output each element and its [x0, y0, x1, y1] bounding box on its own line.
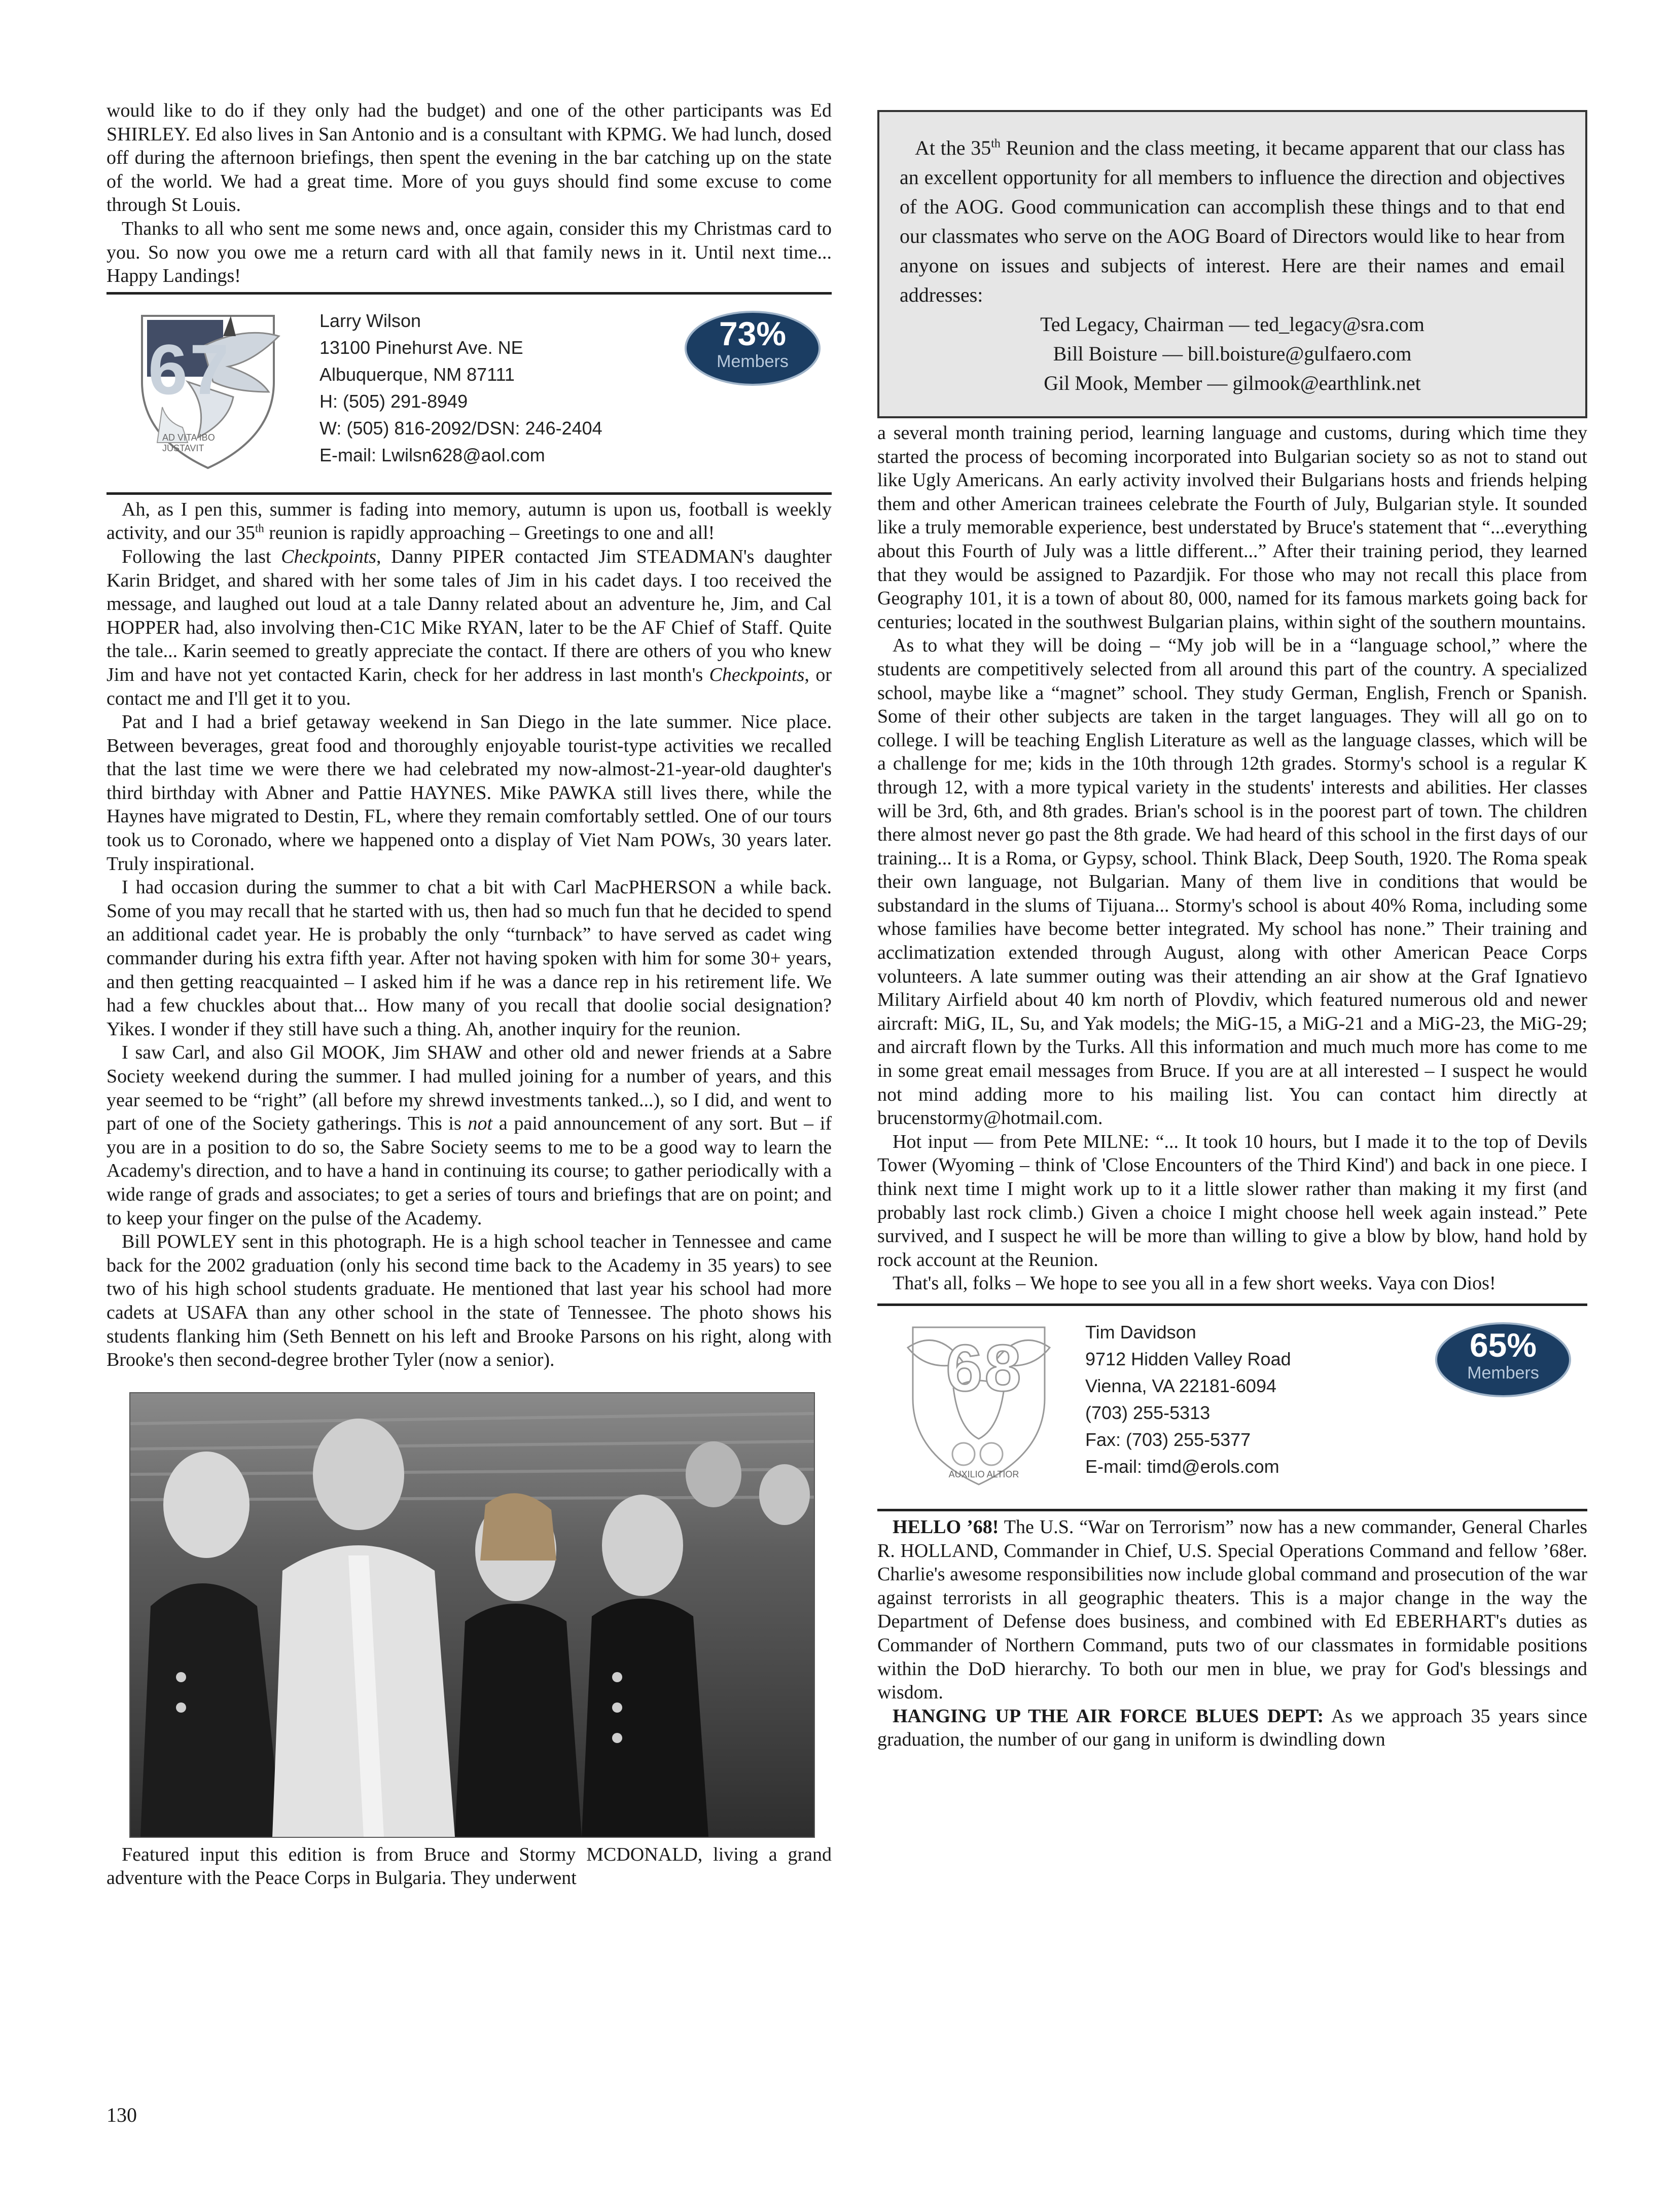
graduation-photo [129, 1392, 815, 1838]
text-run: a paid announcement of any sort. But – if you are in a position to do so, the Sabre Society seems to me to be a good way to learn the Academy's direction, and to have a hand in continuing its course; to gather periodically with a wide range of grads and associates; to get a series of tours and briefings that are on point; and to keep your finger on the pulse of the Academy. [106, 1113, 832, 1229]
class-67-crest [127, 306, 289, 473]
scribe-name: Tim Davidson [1085, 1321, 1196, 1343]
caption-text: Featured input this edition is from Bruce and Stormy MCDONALD, living a grand adventure with the Peace Corps in Bulgaria. They underwent [106, 1843, 832, 1889]
scribe-address-line1: 13100 Pinehurst Ave. NE [319, 337, 523, 358]
text-run: Reunion and the class meeting, it became apparent that our class has an excellent opportunity for all members to influence the direction and objectives of the AOG. Good communication can accomplish these things and to that end our classmates who serve on the AOG Board of Directors would like to hear from anyone on issues and subjects of interest. Here are their names and email addresses: [900, 136, 1565, 306]
board-member-contact: Bill Boisture — bill.boisture@gulfaero.com [1053, 342, 1412, 365]
scribe-address-line1: 9712 Hidden Valley Road [1085, 1348, 1291, 1369]
peace-corps-text [877, 421, 1587, 1295]
section-lead: HANGING UP THE AIR FORCE BLUES DEPT: [893, 1705, 1324, 1727]
paragraph [106, 498, 832, 545]
scribe-work-phone: W: (505) 816-2092/DSN: 246-2404 [319, 417, 602, 439]
paragraph [106, 545, 832, 710]
text-run: reunion is rapidly approaching – Greetings to one and all! [264, 522, 715, 544]
class-68-header [877, 1306, 1587, 1509]
scribe-home-phone: H: (505) 291-8949 [319, 390, 468, 412]
scribe-address-line2: Albuquerque, NM 87111 [319, 364, 515, 385]
class-68-column-text [877, 1515, 1587, 1752]
paragraph [877, 1515, 1587, 1705]
paragraph [106, 1041, 832, 1230]
page-number: 130 [106, 2104, 137, 2126]
paragraph: Pat and I had a brief getaway weekend in San Diego in the late summer. Nice place. Between beverages, great food and thoroughly enjoyable tourist-type activities we recalled that the last time we were there we had celebrated my now-almost-21-year-old daughter's third birthday with Abner and Pattie HAYNES. Mike PAWKA still lives there, while the Haynes have migrated to Destin, FL, where they remain comfortably settled. One of our tours took us to Coronado, where we happened onto a display of Viet Nam POWs, 30 years later. Truly inspirational. [106, 711, 832, 875]
superscript: th [255, 522, 264, 535]
right-column [877, 99, 1587, 1752]
scribe-email: E-mail: timd@erols.com [1085, 1456, 1279, 1477]
section-lead: HELLO ’68! [893, 1516, 999, 1538]
class-68-crest [898, 1317, 1060, 1484]
class-67-members-badge [685, 311, 821, 386]
text-run: At the 35 [915, 136, 991, 159]
class-68-crest-motto: AUXILIO ALTIOR [948, 1469, 1019, 1479]
aog-notice-box [877, 110, 1587, 418]
members-percent: 73% [719, 314, 787, 352]
publication-title: Checkpoints [709, 664, 805, 685]
board-member-contact: Gil Mook, Member — gilmook@earthlink.net [1044, 372, 1421, 394]
superscript: th [991, 137, 1001, 151]
section-divider [106, 492, 832, 495]
paragraph: That's all, folks – We hope to see you all in a few short weeks. Vaya con Dios! [893, 1273, 1496, 1294]
members-label: Members [1467, 1363, 1539, 1383]
aog-notice-text [900, 133, 1565, 310]
class-67-header [106, 295, 832, 492]
board-member-contact: Ted Legacy, Chairman — ted_legacy@sra.com [1040, 313, 1425, 336]
aog-board-contacts [900, 310, 1565, 398]
paragraph [877, 1705, 1587, 1752]
text-run: I saw Carl, and also Gil MOOK, Jim SHAW and other old and newer friends at a Sabre Society weekend during the summer. I had mulled joining for a number of years, and this year seemed to be “right” (all before my shrewd investments tanked...), so I did, and went to part of one of the Society gatherings. This is [106, 1042, 832, 1135]
emphasis: not [468, 1113, 493, 1135]
text-run: Following the last [122, 546, 281, 567]
scribe-email: E-mail: Lwilsn628@aol.com [319, 444, 545, 465]
photo-caption [106, 1843, 832, 1890]
paragraph: Hot input — from Pete MILNE: “... It took 10 hours, but I made it to the top of Devils Tower (Wyoming – think of 'Close Encounters of the Third Kind') and back in one piece. I think next time I might work up to it a little slower rather than making it my first (and probably last rock climb.) Given a choice I might choose hell week again instead.” Pete survived, and I suspect he will be more than willing to give a blow by blow, hand hold by rock account at the Reunion. [877, 1131, 1587, 1271]
publication-title: Checkpoints [281, 546, 377, 567]
paragraph: As to what they will be doing – “My job will be in a “language school,” where the students are competitively selected from all around this part of the country. A specialized school, maybe like a “magnet” school. They study German, English, French or Spanish. Some of their other subjects are taken in the target languages. They will all go on to college. I will be teaching English Literature as well as the language classes, which will be a challenge for me; kids in the 10th through 12th grades. Stormy's school is a regular K through 12, with a more typical variety in the students' interests and abilities. Her classes will be 3rd, 6th, and 8th grades. Brian's school is in the poorest part of town. The children there almost never go past the 8th grade. We had heard of this school in the first days of our training... It is a Roma, or Gypsy, school. Think Black, Deep South, 1920. The Roma speak their own language, not Bulgarian. Many of them live in conditions that would be substandard in the slums of Tijuana... Stormy's school is about 40% Roma, including some whose families have become better integrated. My school has none.” Their training and acclimatization extended through August, along with other American Peace Corps volunteers. A late summer outing was their attending an air show at the Graf Ignatievo Military Airfield about 40 km north of Plovdiv, which featured numerous old and newer aircraft: MiG, IL, Su, and Yak models; the MiG-15, a MiG-21 and a MiG-23, the MiG-29; and aircraft flown by the Turks. All this information and much much more has come to me in some great email messages from Bruce. If you are at all interested – I suspect he would not mind adding more to his mailing list. You can contact him directly at brucenstormy@hotmail.com. [877, 635, 1587, 1129]
class-68-crest-year: 68 [946, 1330, 1023, 1405]
text-run: As we approach 35 years since graduation, the number of our gang in uniform is dwindling down [877, 1705, 1588, 1751]
scribe-phone: (703) 255-5313 [1085, 1402, 1211, 1423]
members-label: Members [717, 351, 789, 371]
intro-text [106, 99, 832, 288]
section-divider [877, 1509, 1587, 1511]
cadets-group-photo-icon [130, 1393, 814, 1837]
class-68-members-badge [1435, 1322, 1571, 1397]
class-67-crest-year: 67 [148, 329, 231, 409]
text-run: Ah, as I pen this, summer is fading into memory, autumn is upon us, football is weekly activity, and our 35 [106, 498, 832, 544]
members-percent: 65% [1469, 1326, 1537, 1364]
class-67-contact [319, 307, 602, 468]
scribe-address-line2: Vienna, VA 22181-6094 [1085, 1375, 1276, 1396]
text-run: , or contact me and I'll get it to you. [106, 664, 832, 709]
class-67-column-text [106, 498, 832, 1372]
paragraph: a several month training period, learning language and customs, during which time they started the process of becoming incorporated into Bulgarian society so as not to stand out like Ugly Americans. An early activity involved their Bulgarians hosts and friends helping them and other American trainees celebrate the Fourth of July, Bulgarian style. It sounded like a truly memorable experience, best understated by Bruce's statement that “...everything about this Fourth of July was a little different...” After their training period, they learned that they would be assigned to Pazardjik. For those who may not recall this place from Geography 101, it is a town of about 80, 000, named for its famous markets going back for centuries; located in the southwest Bulgarian plains, within sight of the southern mountains. [877, 422, 1587, 633]
intro-paragraph: Thanks to all who sent me some news and, once again, consider this my Christmas card to you. So now you owe me a return card with all that family news in it. Until next time... Happy Landings! [106, 217, 832, 287]
text-run: , Danny PIPER contacted Jim STEADMAN's daughter Karin Bridget, and shared with her some tales of Jim in his cadet days. I too received the message, and laughed out loud at a tale Danny related about an adventure he, Jim, and Cal HOPPER had, also involving then-C1C Mike RYAN, later to be the AF Chief of Staff. Quite the tale... Karin seemed to greatly appreciate the contact. If there are others of you who knew Jim and have not yet contacted Karin, check for her address in last month's [106, 546, 832, 685]
scribe-name: Larry Wilson [319, 310, 421, 331]
text-run: The U.S. “War on Terrorism” now has a new commander, General Charles R. HOLLAND, Commander in Chief, U.S. Special Operations Command and fellow ’68er. Charlie's awesome responsibilities now include global command and prosecution of the war against terrorists in all geographic theaters. This is a major change in the way the Department of Defense does business, and combined with Ed EBERHART's duties as Commander of Northern Command, puts two of our classmates in formidable positions within the DoD hierarchy. To both our men in blue, we pray for God's blessings and wisdom. [877, 1516, 1587, 1703]
intro-paragraph: would like to do if they only had the budget) and one of the other participants was Ed SHIRLEY. Ed also lives in San Antonio and is a consultant with KPMG. We had lunch, dosed off during the afternoon briefings, then spent the evening in the bar catching up on the state of the world. We had a great time. More of you guys should find some excuse to come through St Louis. [106, 100, 832, 216]
class-68-contact [1085, 1319, 1291, 1480]
scribe-fax: Fax: (703) 255-5377 [1085, 1429, 1251, 1450]
paragraph: I had occasion during the summer to chat a bit with Carl MacPHERSON a while back. Some of you may recall that he started with us, then had so much fun that he decided to spend an additional cadet year. He is probably the only “turnback” to have served as cadet wing commander during his extra fifth year. After not having spoken with him for some 30+ years, and then getting reacquainted – I asked him if he was a dance rep in his retirement life. We had a few chuckles about that... How many of you recall that doolie social designation? Yikes. I wonder if they still have such a thing. Ah, another inquiry for the reunion. [106, 877, 832, 1040]
paragraph: Bill POWLEY sent in this photograph. He is a high school teacher in Tennessee and came back for the 2002 graduation (only his second time back to the Academy in 35 years) to see two of his high school students graduate. He mentioned that last year his school had more cadets at USAFA than any other school in the state of Tennessee. The photo shows his students flanking him (Seth Bennett on his left and Brooke Parsons on his right, along with Brooke's then second-degree brother Tyler (now a senior). [106, 1231, 832, 1371]
left-column [106, 99, 832, 1890]
class-67-crest-motto: AD VITA IBO JUSTAVIT [162, 432, 215, 453]
